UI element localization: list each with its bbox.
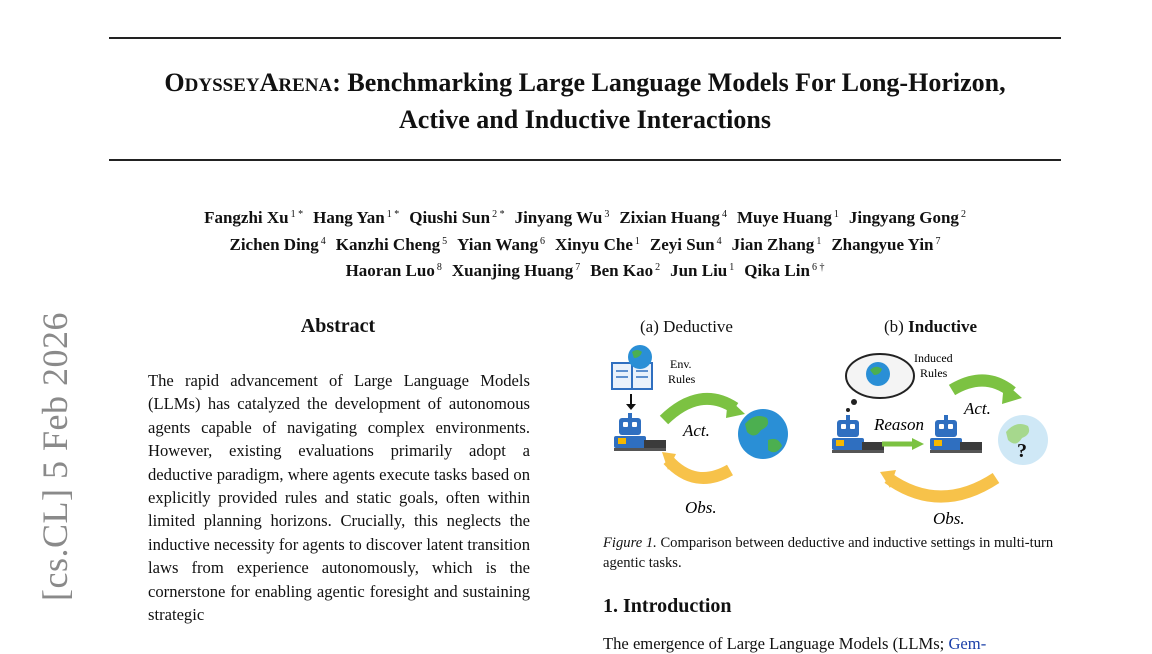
author-affiliation-mark: 7 — [575, 262, 581, 273]
author-name — [555, 235, 640, 254]
author-affiliation-mark: 1 — [816, 235, 822, 247]
author-name — [229, 235, 325, 254]
figure-caption-text: Comparison between deductive and inductive settings in multi-turn agentic tasks. — [603, 535, 1054, 571]
author-affiliation-mark: 3 — [604, 209, 610, 220]
figure-illustration — [600, 340, 1060, 530]
author-affiliation-mark: 2 — [960, 209, 966, 220]
author-name-text: Kanzhi Cheng — [335, 234, 441, 254]
title-name-part: RENA — [278, 75, 333, 96]
author-name-text: Qika Lin — [744, 261, 810, 280]
bottom-rule — [109, 159, 1061, 161]
author-name — [346, 261, 442, 280]
obs-arrow-icon — [888, 478, 996, 497]
author-name — [849, 208, 966, 227]
obs-label-b: Obs. — [933, 509, 965, 528]
section-heading-introduction: 1. Introduction — [603, 595, 732, 617]
obs-label-a: Obs. — [685, 498, 717, 517]
author-name-text: Xuanjing Huang — [451, 261, 574, 280]
figure-caption — [603, 533, 1063, 573]
author-name-text: Jian Zhang — [731, 234, 815, 254]
author-affiliation-mark: 1 — [729, 262, 735, 273]
author-name — [313, 208, 399, 227]
act-arrow-head-icon — [726, 398, 745, 418]
author-name — [204, 208, 303, 227]
author-name — [336, 235, 447, 254]
author-name-text: Ben Kao — [590, 261, 654, 280]
author-name-text: Qiushi Sun — [409, 208, 491, 227]
author-name-text: Zhangyue Yin — [831, 234, 934, 254]
abstract-text: The rapid advancement of Large Language Models (LLMs) has catalyzed the development of autonomous agents capable of navigating complex environments. However, existing evaluations primarily adopt a deductive paradigm, where agents execute tasks based on explicitly provided rules and static goals, often within limited planning horizons. Crucially, this neglects the inductive necessity for agents to discover latent transition laws from experience autonomously, which is the cornerstone for enabling agentic foresight and sustaining strategic — [148, 371, 531, 625]
question-mark: ? — [1017, 440, 1027, 462]
author-name-text: Zeyi Sun — [649, 234, 715, 254]
author-name-text: Yian Wang — [457, 234, 538, 254]
title-name-part: A — [259, 68, 279, 97]
author-affiliation-mark: 6 — [539, 235, 545, 247]
author-row — [109, 256, 1061, 283]
reason-label: Reason — [874, 415, 925, 434]
arxiv-stamp: [cs.CL] 5 Feb 2026 — [35, 312, 75, 601]
author-affiliation-mark: 1 * — [290, 209, 304, 220]
down-arrow-head-icon — [626, 404, 636, 410]
author-name-text: Hang Yan — [313, 208, 385, 227]
figure-caption-label: Figure 1. — [603, 535, 657, 551]
globe-icon — [738, 409, 788, 459]
author-name-text: Zixian Huang — [619, 208, 720, 227]
act-label-a: Act. — [683, 421, 710, 440]
author-name — [737, 208, 839, 227]
author-affiliation-mark: 1 — [833, 209, 839, 220]
author-name-text: Fangzhi Xu — [204, 208, 289, 227]
author-name — [457, 235, 545, 254]
author-affiliation-mark: 7 — [935, 235, 941, 247]
author-name — [650, 235, 722, 254]
author-affiliation-mark: 4 — [716, 235, 722, 247]
author-affiliation-mark: 4 — [320, 235, 326, 247]
author-name-text: Jun Liu — [670, 261, 728, 280]
figure-label-b-bold: Inductive — [908, 317, 978, 336]
title-name-part: O — [164, 68, 185, 97]
author-name — [670, 261, 734, 280]
author-name — [732, 235, 822, 254]
author-name-text: Haoran Luo — [345, 261, 435, 280]
title-name-part: DYSSEY — [184, 75, 260, 96]
figure-label-b — [884, 317, 977, 337]
robot-agent-icon — [614, 413, 666, 451]
unknown-globe-icon — [998, 415, 1048, 465]
author-row — [109, 230, 1061, 257]
author-name-text: Xinyu Che — [554, 234, 633, 254]
author-affiliation-mark: 8 — [436, 262, 442, 273]
author-name-text: Jinyang Wu — [514, 208, 603, 227]
author-affiliation-mark: 2 * — [492, 209, 505, 220]
env-rules-line-1: Env. — [670, 357, 692, 371]
author-list — [109, 203, 1061, 283]
title-line-1 — [109, 66, 1061, 103]
author-affiliation-mark: 6 † — [811, 262, 825, 273]
author-name — [590, 261, 660, 280]
author-name — [409, 208, 504, 227]
paper-title — [109, 66, 1061, 137]
author-name — [831, 235, 940, 254]
author-affiliation-mark: 2 — [655, 262, 661, 273]
act-label-b: Act. — [964, 399, 991, 418]
induced-rules-line-1: Induced — [914, 351, 953, 365]
author-affiliation-mark: 1 * — [386, 209, 400, 220]
act-arrow-icon — [664, 399, 735, 420]
author-name-text: Jingyang Gong — [848, 208, 959, 227]
introduction-first-line: The emergence of Large Language Models (LLMs; — [603, 634, 949, 653]
robot-agent-icon — [930, 415, 982, 453]
thought-cloud-icon — [846, 354, 914, 412]
top-rule — [109, 37, 1061, 39]
induced-rules-line-2: Rules — [920, 366, 948, 380]
author-name-text: Zichen Ding — [229, 234, 319, 254]
title-line-2: Active and Inductive Interactions — [399, 105, 771, 134]
act-arrow-icon — [952, 380, 1012, 392]
author-affiliation-mark: 5 — [442, 235, 448, 247]
citation-link[interactable]: Gem- — [948, 634, 987, 653]
author-name — [515, 208, 610, 227]
author-name-text: Muye Huang — [736, 208, 832, 227]
figure-label-a: (a) Deductive — [640, 317, 733, 336]
author-row — [109, 203, 1061, 230]
env-rules-line-2: Rules — [668, 372, 696, 386]
title-line-1-text: : Benchmarking Large Language Models For Long-Horizon, — [332, 68, 1006, 97]
author-name — [744, 261, 824, 280]
author-affiliation-mark: 4 — [721, 209, 727, 220]
introduction-text — [603, 634, 1073, 654]
author-name — [619, 208, 727, 227]
author-affiliation-mark: 1 — [634, 235, 640, 247]
abstract-heading: Abstract — [300, 315, 376, 337]
reason-arrow-head-icon — [912, 438, 924, 450]
figure-label-b-prefix: (b) — [884, 317, 909, 336]
obs-arrow-icon — [668, 460, 730, 478]
rules-book-icon — [612, 345, 652, 389]
author-name — [452, 261, 580, 280]
